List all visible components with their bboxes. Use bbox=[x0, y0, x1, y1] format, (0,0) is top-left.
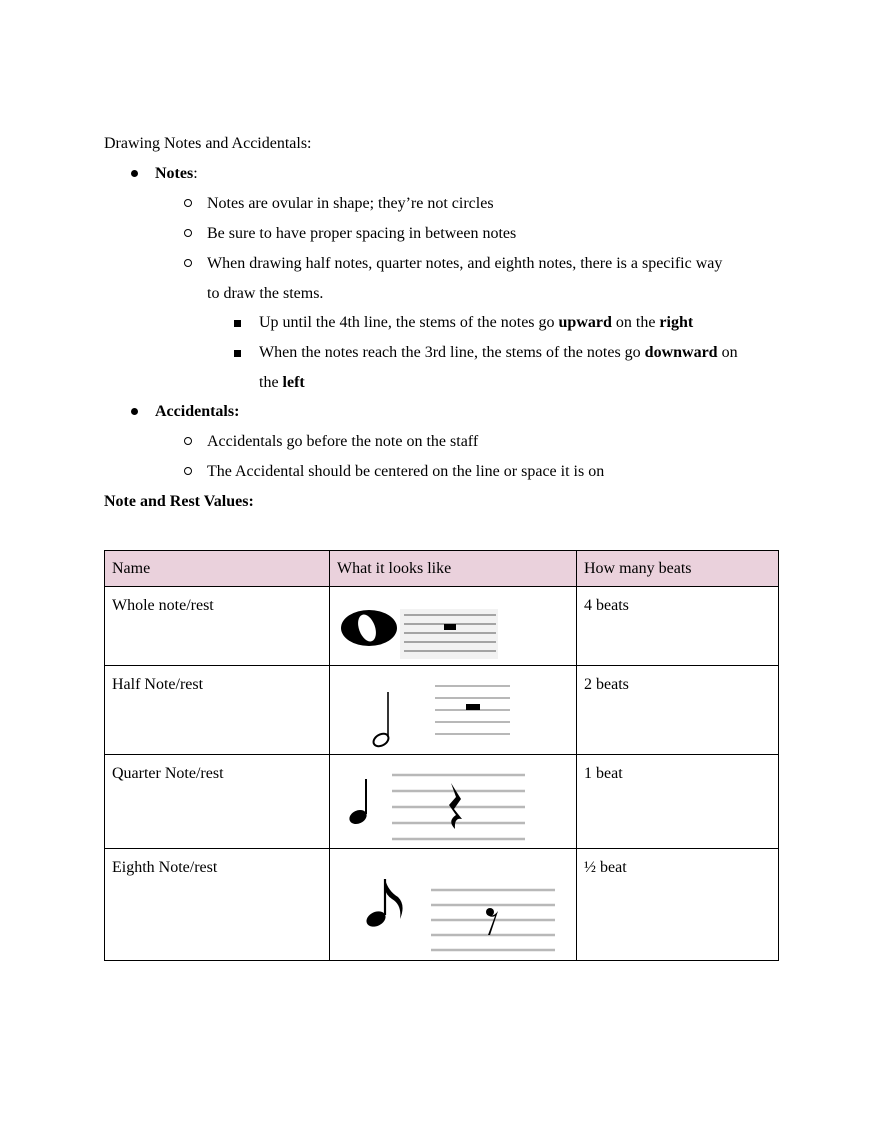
stems-sub-item-2: When the notes reach the 3rd line, the stems of the notes go downward on bbox=[259, 344, 738, 361]
header-looks: What it looks like bbox=[330, 551, 577, 587]
bullet-circle bbox=[184, 199, 192, 207]
bullet-circle bbox=[184, 259, 192, 267]
eighth-rest-icon bbox=[431, 890, 555, 950]
values-heading: Note and Rest Values: bbox=[104, 493, 254, 510]
table-row bbox=[105, 666, 779, 755]
row-name: Whole note/rest bbox=[105, 587, 330, 666]
row-beats: 4 beats bbox=[577, 587, 779, 666]
whole-rest-icon bbox=[400, 609, 498, 659]
stems-sub-item-1: Up until the 4th line, the stems of the notes go upward on the right bbox=[259, 314, 694, 331]
eighth-note-icon bbox=[364, 879, 403, 930]
half-rest-icon bbox=[435, 686, 510, 734]
row-name: Quarter Note/rest bbox=[105, 755, 330, 849]
table-row bbox=[105, 587, 779, 666]
quarter-note-rest-drawing bbox=[330, 755, 577, 849]
bullet-disc bbox=[131, 170, 138, 177]
whole-note-rest-image bbox=[330, 587, 577, 666]
header-name: Name bbox=[105, 551, 330, 587]
quarter-note-icon bbox=[347, 779, 369, 827]
notes-item-1: Notes are ovular in shape; they’re not circles bbox=[207, 195, 494, 212]
whole-note-rest-drawing bbox=[330, 587, 577, 666]
header-beats: How many beats bbox=[577, 551, 779, 587]
quarter-rest-icon bbox=[392, 775, 525, 839]
accidentals-label: Accidentals: bbox=[155, 403, 240, 420]
half-note-rest-image bbox=[330, 666, 577, 755]
bullet-circle bbox=[184, 467, 192, 475]
row-beats: ½ beat bbox=[577, 849, 779, 961]
notes-item-3-line1: When drawing half notes, quarter notes, and eighth notes, there is a specific way bbox=[207, 255, 723, 272]
row-beats: 1 beat bbox=[577, 755, 779, 849]
bullet-circle bbox=[184, 229, 192, 237]
table-row bbox=[105, 755, 779, 849]
bullet-square bbox=[234, 350, 241, 357]
notes-item-3-line2: to draw the stems. bbox=[207, 285, 324, 302]
whole-note-icon bbox=[341, 610, 397, 646]
accidentals-item-1: Accidentals go before the note on the staff bbox=[207, 433, 479, 450]
note-values-table bbox=[104, 550, 779, 961]
eighth-note-rest-image bbox=[330, 849, 577, 961]
table-row bbox=[105, 849, 779, 961]
row-name: Half Note/rest bbox=[105, 666, 330, 755]
row-beats: 2 beats bbox=[577, 666, 779, 755]
half-note-rest-drawing bbox=[330, 666, 577, 755]
row-name: Eighth Note/rest bbox=[105, 849, 330, 961]
half-note-icon bbox=[371, 692, 390, 749]
notes-label: Notes: bbox=[155, 165, 198, 182]
bullet-square bbox=[234, 320, 241, 327]
accidentals-item-2: The Accidental should be centered on the line or space it is on bbox=[207, 463, 605, 480]
section-heading: Drawing Notes and Accidentals: bbox=[104, 135, 312, 152]
stems-sub-item-2-line2: the left bbox=[259, 374, 305, 391]
quarter-note-rest-image bbox=[330, 755, 577, 849]
table-header-row bbox=[105, 551, 779, 587]
eighth-note-rest-drawing bbox=[330, 849, 577, 961]
bullet-disc bbox=[131, 408, 138, 415]
notes-item-2: Be sure to have proper spacing in between notes bbox=[207, 225, 517, 242]
bullet-circle bbox=[184, 437, 192, 445]
